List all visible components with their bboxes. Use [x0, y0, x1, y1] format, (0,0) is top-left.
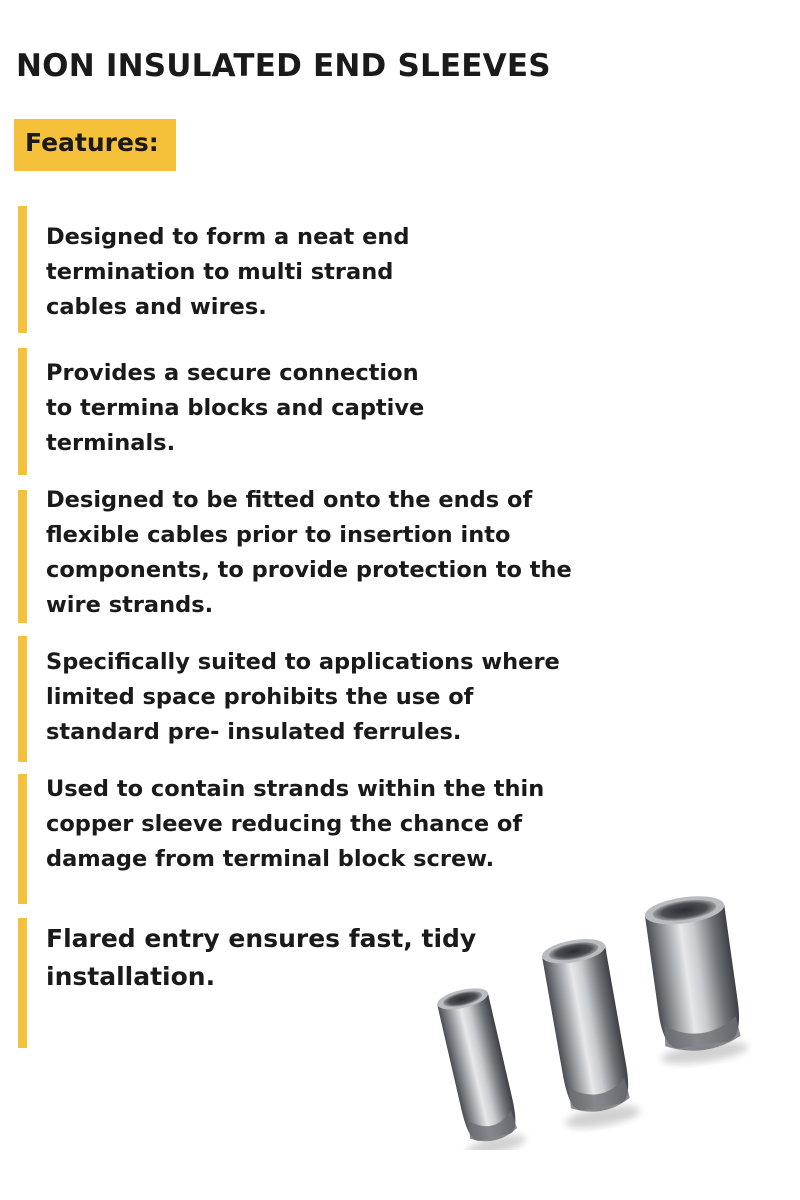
features-label: Features: — [25, 128, 159, 157]
features-badge — [14, 119, 176, 171]
feature-text: Designed to form a neat end termination to multi strand cables and wires. — [46, 224, 410, 320]
ferrules-image — [400, 890, 780, 1150]
ferrule-large — [639, 891, 749, 1068]
accent-bar — [18, 774, 27, 904]
feature-text: Used to contain strands within the thin copper sleeve reducing the chance of damage from terminal block screw. — [46, 776, 545, 872]
feature-item — [18, 206, 578, 333]
feature-item — [18, 774, 598, 904]
feature-text: Designed to be fitted onto the ends of flexible cables prior to insertion into components, to provide protection to the wire strands. — [46, 487, 572, 618]
accent-bar — [18, 206, 27, 333]
ferrule-medium — [534, 934, 641, 1132]
page-title: NON INSULATED END SLEEVES — [16, 48, 551, 84]
feature-item — [18, 636, 598, 762]
ferrule-small — [431, 983, 527, 1150]
accent-bar — [18, 490, 27, 623]
feature-text: Specifically suited to applications where limited space prohibits the use of standard pre- insulated ferrules. — [46, 649, 560, 745]
accent-bar — [18, 348, 27, 475]
feature-item — [18, 348, 578, 475]
feature-text: Flared entry ensures fast, tidy installation. — [46, 924, 477, 991]
accent-bar — [18, 636, 27, 762]
feature-item — [18, 487, 598, 623]
accent-bar — [18, 918, 27, 1048]
feature-text: Provides a secure connection to termina blocks and captive terminals. — [46, 360, 425, 456]
